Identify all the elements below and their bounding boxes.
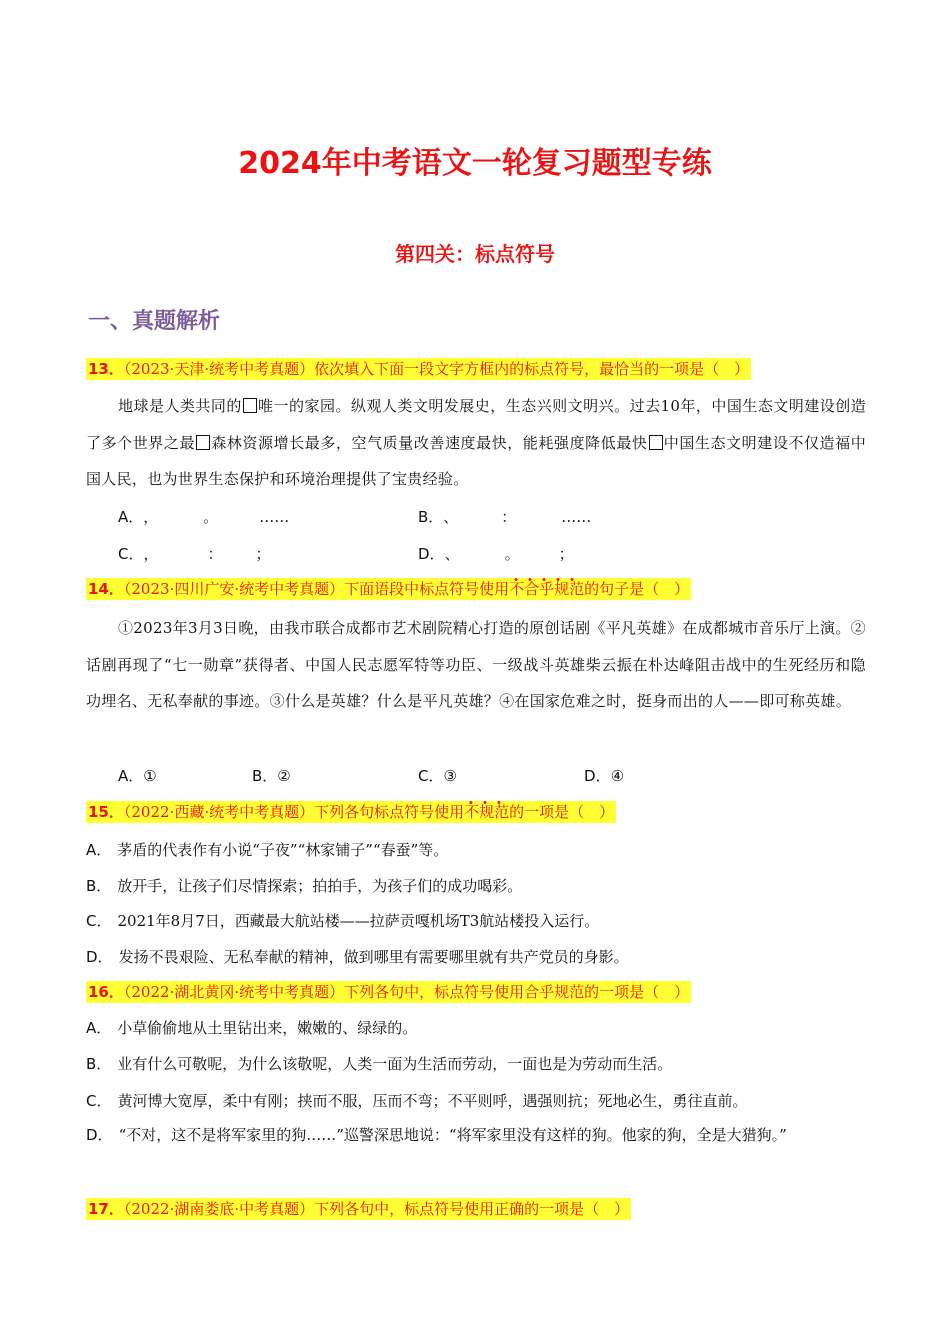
option-text: 黄河博大宽厚，柔中有刚；挟而不服，压而不弯；不平则呼，遇强则抗；死地必生，勇往直前。	[117, 1092, 748, 1110]
option-label: D．	[86, 948, 113, 966]
option-label: D．	[584, 767, 611, 785]
question-16-option-b[interactable]	[86, 1052, 876, 1076]
section-heading: 一、真题解析	[88, 309, 221, 334]
option-text: 放开手，让孩子们尽情探索；拍拍手，为孩子们的成功喝彩。	[117, 877, 523, 895]
option-mark: 。	[504, 545, 520, 563]
question-13-option-b[interactable]	[418, 505, 591, 529]
question-16-stem	[86, 980, 691, 1004]
option-label: A．	[118, 767, 144, 785]
question-16-text: （2022·湖北黄冈·统考中考真题）下列各句中，标点符号使用合乎规范的一项是（ ）	[123, 983, 690, 1001]
option-label: B．	[86, 1055, 112, 1073]
option-mark: ；	[558, 545, 574, 563]
question-13-option-a[interactable]	[118, 505, 289, 529]
question-17-number: 17．	[88, 1200, 124, 1218]
option-label: C．	[418, 767, 444, 785]
question-13-stem	[86, 357, 751, 381]
option-mark: ：	[207, 545, 223, 563]
question-14-text-end: 的句子是（ ）	[584, 580, 690, 598]
option-label: B．	[252, 767, 278, 785]
question-15-option-b[interactable]	[86, 874, 876, 898]
option-mark: ，	[143, 545, 159, 563]
question-13-option-d[interactable]	[418, 542, 574, 566]
question-14-text: （2023·四川广安·统考中考真题）下面语段中标点符号使用	[123, 580, 510, 598]
option-text: 小草偷偷地从土里钻出来，嫩嫩的、绿绿的。	[117, 1019, 418, 1037]
option-label: B．	[418, 508, 444, 526]
option-label: C．	[86, 1092, 112, 1110]
document-title: 2024年中考语文一轮复习题型专练	[238, 146, 712, 181]
option-mark: ：	[501, 508, 517, 526]
option-label: D．	[86, 1126, 113, 1144]
option-mark: ；	[255, 545, 271, 563]
passage-part: 地球是人类共同的	[118, 397, 242, 415]
question-13-option-c[interactable]	[118, 542, 271, 566]
passage-part: 中国生态文明建设不仅造福中国人民，也为世界生态保护和环境治理提供了宝贵经验。	[86, 433, 867, 488]
question-14-option-d[interactable]	[584, 764, 624, 788]
question-14-number: 14．	[88, 580, 124, 598]
passage-part: 森林资源增长最多，空气质量改善速度最快，能耗强度降低最快	[211, 433, 648, 452]
option-label: A．	[86, 1019, 112, 1037]
option-mark: 、	[444, 545, 460, 563]
option-mark: 、	[443, 508, 459, 526]
question-17-stem	[86, 1197, 631, 1221]
option-label: B．	[86, 877, 112, 895]
question-16-option-d[interactable]	[86, 1118, 866, 1153]
option-label: C．	[118, 545, 144, 563]
question-14-option-c[interactable]	[418, 764, 457, 788]
question-14-option-a[interactable]	[118, 764, 157, 788]
question-15-option-a[interactable]	[86, 838, 876, 862]
question-17-text: （2022·湖南娄底·中考真题）下列各句中，标点符号使用正确的一项是（ ）	[123, 1200, 630, 1218]
option-text: ③	[443, 767, 457, 785]
option-text: ②	[277, 767, 291, 785]
question-14-passage: ①2023年3月3日晚，由我市联合成都市艺术剧院精心打造的原创话剧《平凡英雄》在成都城市音乐厅上演。②话剧再现了“七一勋章”获得者、中国人民志愿军特等功臣、一级战斗英雄柴云振在朴达峰阻击战中的生死经历和隐功埋名、无私奉献的事迹。③什么是英雄？什么是平凡英雄？④在国家危难之时，挺身而出的人——即可称英雄。	[86, 619, 866, 710]
option-mark: ，	[143, 508, 159, 526]
question-15-text-end: 的一项是（ ）	[509, 803, 615, 821]
question-16-option-a[interactable]	[86, 1016, 876, 1040]
option-text: 2021年8月7日，西藏最大航站楼——拉萨贡嘎机场T3航站楼投入运行。	[117, 912, 600, 930]
option-mark: ……	[561, 508, 592, 526]
question-13-passage	[86, 388, 866, 498]
question-13-number: 13．	[88, 360, 124, 378]
question-15-text: （2022·西藏·统考中考真题）下列各句标点符号使用	[123, 803, 465, 821]
option-text: 茅盾的代表作有小说“子夜”“林家铺子”“春蚕”等。	[117, 841, 449, 859]
question-15-option-c[interactable]	[86, 909, 876, 933]
question-15-stem	[86, 800, 616, 824]
blank-box	[243, 398, 257, 413]
option-text: ④	[610, 767, 625, 785]
option-mark: 。	[203, 508, 219, 526]
option-text: 发扬不畏艰险、无私奉献的精神，做到哪里有需要哪里就有共产党员的身影。	[118, 948, 629, 966]
question-15-emphasis: 不规范	[464, 800, 509, 821]
blank-box	[649, 435, 663, 450]
option-label: A．	[118, 508, 144, 526]
blank-box	[196, 435, 210, 450]
option-text: 业有什么可敬呢，为什么该敬呢，人类一面为生活而劳动，一面也是为劳动而生活。	[117, 1055, 673, 1073]
question-13-text: （2023·天津·统考中考真题）依次填入下面一段文字方框内的标点符号，最恰当的一项是（ ）	[123, 360, 750, 378]
option-mark: ……	[259, 508, 290, 526]
option-text: “不对，这不是将军家里的狗……”巡警深思地说：“将军家里没有这样的狗。他家的狗，全是大猎狗。”	[118, 1126, 787, 1144]
question-14-emphasis: 不合乎规范	[509, 577, 584, 598]
document-subtitle: 第四关：标点符号	[395, 242, 555, 266]
question-14-stem	[86, 577, 691, 601]
passage-part: 唯一的家园。纵观人类文明发展史，生态兴则文明兴。过去10年，中国生态文明建设创造了多个世界之最	[86, 397, 867, 452]
question-14-option-b[interactable]	[252, 764, 291, 788]
option-text: ①	[143, 767, 157, 785]
option-label: A．	[86, 841, 112, 859]
option-label: C．	[86, 912, 112, 930]
option-label: D．	[418, 545, 445, 563]
question-15-option-d[interactable]	[86, 945, 876, 969]
question-15-number: 15．	[88, 803, 124, 821]
question-16-option-c[interactable]	[86, 1089, 876, 1113]
question-16-number: 16．	[88, 983, 124, 1001]
